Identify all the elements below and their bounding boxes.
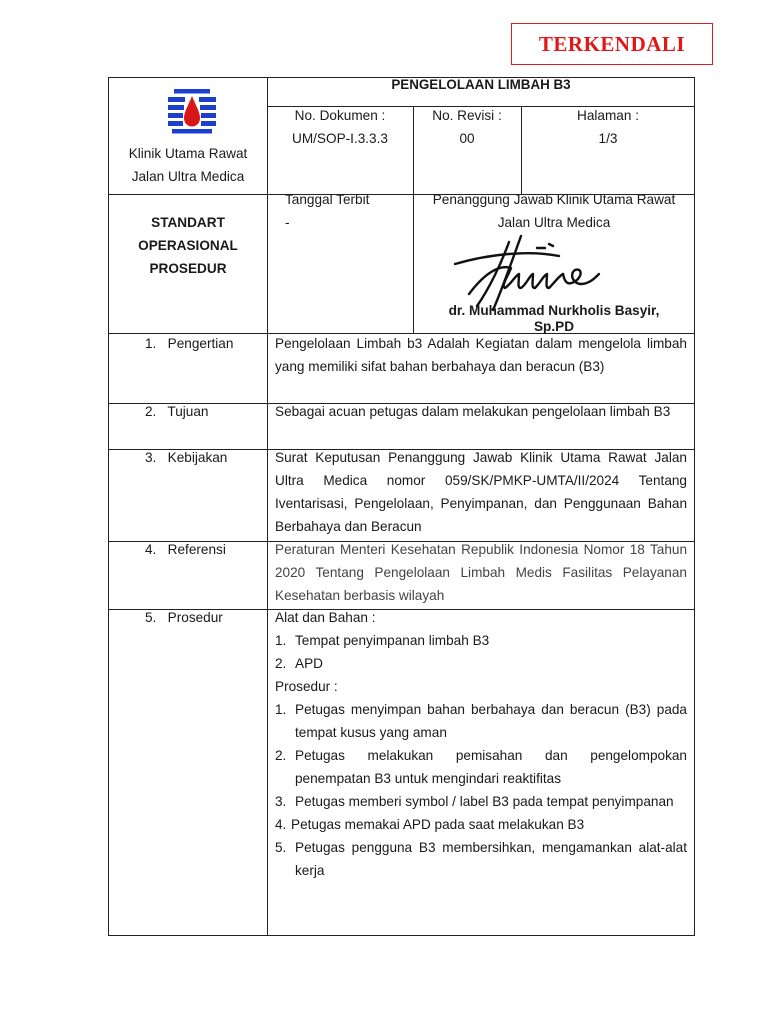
revision-value: 00 [459,131,475,146]
list-item-text: Petugas menyimpan bahan berbahaya dan beracun (B3) pada tempat kusus yang aman [295,702,687,740]
list-item [275,744,687,790]
sop-title-line2: OPERASIONAL [138,238,238,253]
left-column-divider [267,78,268,936]
steps-heading: Prosedur : [275,679,338,694]
section-text-pengertian: Pengelolaan Limbah b3 Adalah Kegiatan dalam mengelola limbah yang memiliki sifat bahan berbahaya dan beracun (B3) [275,336,687,374]
section-text-tujuan: Sebagai acuan petugas dalam melakukan pengelolaan limbah B3 [275,404,671,419]
list-item-number: 1. [275,702,287,717]
list-item-number: 5. [275,840,287,855]
list-item [275,698,687,744]
section-text-kebijakan: Surat Keputusan Penanggung Jawab Klinik Utama Rawat Jalan Ultra Medica nomor 059/SK/PMKP-UMTA/II/2024 Tentang Iventarisasi, Pengelolaan, Penyimpanan, dan Penggunaan Bahan Berbahaya dan Beracun [275,450,687,534]
list-item [275,790,687,813]
responsible-line2: Jalan Ultra Medica [497,215,611,230]
signature-image [449,234,629,314]
steps-list [275,698,687,882]
sop-title-line3: PROSEDUR [149,261,227,276]
list-item [275,813,687,836]
list-item-number: 1. [275,633,287,648]
doc-number-label: No. Dokumen : [294,108,386,123]
section-label-kebijakan: 3. Kebijakan [145,450,228,465]
section-label-pengertian: 1. Pengertian [145,336,234,351]
list-item [275,652,687,675]
signer-name-line2: Sp.PD [533,319,575,334]
document-title: PENGELOLAAN LIMBAH B3 [391,77,571,92]
list-item-number: 2. [275,656,287,671]
list-item-number: 4. [275,817,287,832]
section-label-tujuan: 2. Tujuan [145,404,209,419]
list-item-text: Petugas memberi symbol / label B3 pada tempat penyimpanan [295,794,674,809]
list-item-number: 3. [275,794,287,809]
clinic-name-line2: Jalan Ultra Medica [131,169,245,184]
section-label-prosedur: 5. Prosedur [145,610,223,625]
controlled-stamp: TERKENDALI [511,23,713,65]
issue-date-value: - [285,215,290,230]
list-item-text: Petugas pengguna B3 membersihkan, mengamankan alat-alat kerja [295,840,687,878]
doc-number-value: UM/SOP-I.3.3.3 [292,131,388,146]
section-label-referensi: 4. Referensi [145,542,226,557]
page-value: 1/3 [598,131,618,146]
list-item [275,629,687,652]
list-item-number: 2. [275,748,287,763]
tools-heading: Alat dan Bahan : [275,610,376,625]
list-item-text: Tempat penyimpanan limbah B3 [295,633,490,648]
clinic-logo [166,88,218,134]
revision-label: No. Revisi : [432,108,502,123]
list-item [275,836,687,882]
list-item-text: Petugas melakukan pemisahan dan pengelompokan penempatan B3 untuk mengindari reaktifitas [295,748,687,786]
section-text-referensi: Peraturan Menteri Kesehatan Republik Indonesia Nomor 18 Tahun 2020 Tentang Pengelolaan Limbah Medis Fasilitas Pelayanan Kesehatan berbasis wilayah [275,542,687,603]
tools-list [275,629,687,675]
responsible-line1: Penanggung Jawab Klinik Utama Rawat [432,192,676,207]
list-item-text: Petugas memakai APD pada saat melakukan B3 [291,817,585,832]
sop-title-line1: STANDART [151,215,225,230]
signer-name-line1: dr. Muhammad Nurkholis Basyir, [448,303,660,318]
list-item-text: APD [295,656,323,671]
issue-date-label: Tanggal Terbit [285,192,370,207]
sop-document [108,77,695,936]
page-label: Halaman : [577,108,639,123]
clinic-name-line1: Klinik Utama Rawat [128,146,248,161]
